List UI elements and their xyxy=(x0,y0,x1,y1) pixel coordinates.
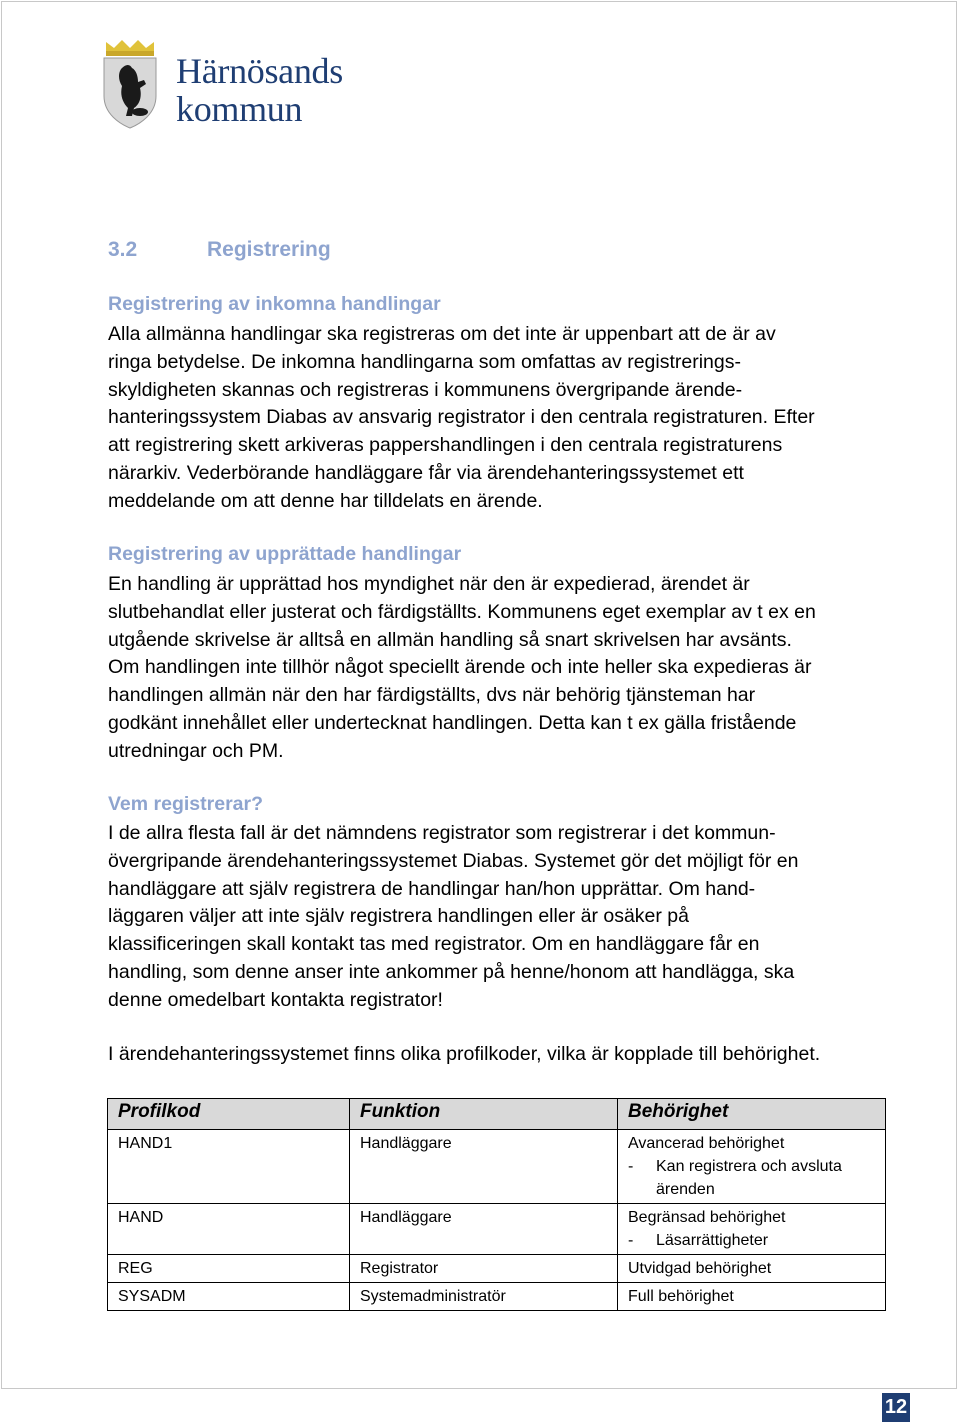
page-number: 12 xyxy=(882,1393,910,1422)
text-line: skyldigheten skannas och registreras i kommunens övergripande ärende- xyxy=(108,378,743,401)
text-line: ringa betydelse. De inkomna handlingarna som omfattas av registrerings- xyxy=(108,350,741,373)
cell-permission xyxy=(618,1204,886,1255)
cell-permission xyxy=(618,1130,886,1204)
table-intro xyxy=(108,1041,888,1069)
text-line: denne omedelbart kontakta registrator! xyxy=(108,988,443,1011)
cell-function: Systemadministratör xyxy=(350,1283,618,1311)
detail-text: Kan registrera och avsluta xyxy=(656,1158,842,1175)
table-row xyxy=(108,1204,886,1255)
list-dash: - xyxy=(628,1158,634,1175)
cell-function: Handläggare xyxy=(350,1130,618,1204)
cell-code: HAND1 xyxy=(108,1130,350,1204)
cell-permission: Utvidgad behörighet xyxy=(618,1255,886,1283)
paragraph-upprattade xyxy=(108,571,888,766)
section-title: Registrering xyxy=(207,238,331,261)
header-behorighet: Behörighet xyxy=(618,1099,886,1130)
heading-inkomna: Registrering av inkomna handlingar xyxy=(108,293,441,315)
table-row xyxy=(108,1255,886,1283)
cell-code: HAND xyxy=(108,1204,350,1255)
cell-permission: Full behörighet xyxy=(618,1283,886,1311)
text-line: meddelande om att denne har tilldelats en ärende. xyxy=(108,489,543,512)
text-line: I ärendehanteringssystemet finns olika profilkoder, vilka är kopplade till behörighet. xyxy=(108,1043,821,1065)
text-line: klassificeringen skall kontakt tas med registrator. Om en handläggare får en xyxy=(108,933,760,956)
text-line: utgående skrivelse är alltså en allmän handling så snart skrivelsen har avsänts. xyxy=(108,628,792,651)
text-line: godkänt innehållet eller undertecknat handlingen. Detta kan t ex gälla fristående xyxy=(108,711,797,734)
permission-level: Begränsad behörighet xyxy=(628,1209,786,1226)
text-line: handling, som denne anser inte ankommer på henne/honom att handlägga, ska xyxy=(108,960,795,983)
text-line: Om handlingen inte tillhör något speciellt ärende och inte heller ska expedieras är xyxy=(108,656,812,679)
text-line: närarkiv. Vederbörande handläggare får via ärendehanteringssystemet ett xyxy=(108,461,744,484)
logo-line-1: Härnösands xyxy=(176,51,343,91)
permission-detail: ärenden xyxy=(656,1181,715,1198)
header-funktion: Funktion xyxy=(350,1099,618,1130)
cell-code: SYSADM xyxy=(108,1283,350,1311)
heading-vem: Vem registrerar? xyxy=(108,793,264,815)
text-line: övergripande ärendehanteringssystemet Diabas. Systemet gör det möjligt för en xyxy=(108,849,799,872)
text-line: En handling är upprättad hos myndighet när den är expedierad, ärendet är xyxy=(108,573,750,595)
cell-code: REG xyxy=(108,1255,350,1283)
permission-level: Avancerad behörighet xyxy=(628,1135,785,1152)
text-line: slutbehandlat eller justerat och färdigställts. Kommunens eget exemplar av t ex en xyxy=(108,600,816,623)
coat-of-arms-icon xyxy=(100,38,160,130)
text-line: I de allra flesta fall är det nämndens registrator som registrerar i det kommun- xyxy=(108,822,776,844)
permission-detail xyxy=(628,1229,875,1252)
text-line: handläggare att själv registrera de handlingar han/hon upprättar. Om hand- xyxy=(108,877,756,900)
profile-codes-table xyxy=(107,1098,886,1311)
list-dash: - xyxy=(628,1232,634,1249)
table-row xyxy=(108,1283,886,1311)
table-header-row xyxy=(108,1099,886,1130)
text-line: läggaren väljer att inte själv registrera handlingen eller är osäker på xyxy=(108,905,689,928)
paragraph-inkomna xyxy=(108,321,888,516)
municipality-logo xyxy=(100,38,370,134)
text-line: hanteringssystem Diabas av ansvarig registrator i den centrala registraturen. Efter xyxy=(108,406,815,429)
text-line: utredningar och PM. xyxy=(108,739,284,762)
text-line: att registrering skett arkiveras pappershandlingen i den centrala registraturens xyxy=(108,434,783,457)
cell-function: Registrator xyxy=(350,1255,618,1283)
heading-upprattade: Registrering av upprättade handlingar xyxy=(108,543,462,565)
permission-detail xyxy=(628,1155,875,1178)
paragraph-vem xyxy=(108,820,888,1015)
section-heading xyxy=(108,238,331,262)
cell-function: Handläggare xyxy=(350,1204,618,1255)
section-number: 3.2 xyxy=(108,238,138,261)
detail-text: Läsarrättigheter xyxy=(656,1232,769,1249)
logo-text xyxy=(176,52,343,128)
table-row xyxy=(108,1130,886,1204)
text-line: handlingen allmän när den har färdigställts, dvs när behörig tjänsteman har xyxy=(108,684,756,707)
logo-line-2: kommun xyxy=(176,89,303,129)
header-profilkod: Profilkod xyxy=(108,1099,350,1130)
text-line: Alla allmänna handlingar ska registreras om det inte är uppenbart att de är av xyxy=(108,323,776,345)
